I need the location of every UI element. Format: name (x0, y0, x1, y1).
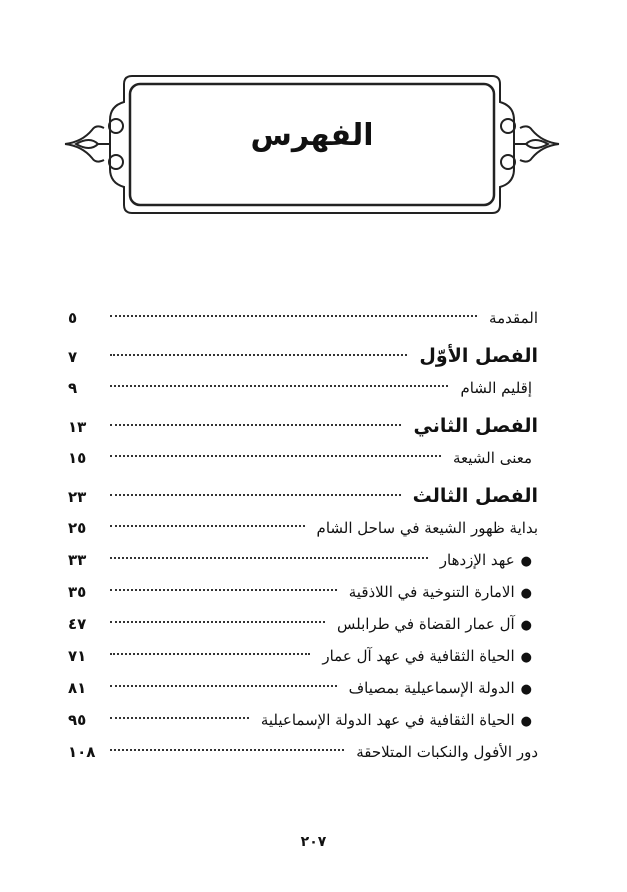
toc-entry-label: إقليم الشام (460, 379, 532, 397)
toc-entry-page: ٢٥ (68, 519, 87, 537)
toc-entry[interactable] (68, 480, 538, 512)
toc-entry[interactable] (68, 302, 538, 334)
toc-entry-page: ٣٣ (68, 551, 87, 569)
toc-entry-label: ● عهد الإزدهار (434, 544, 538, 578)
page-number: ٢٠٧ (300, 834, 327, 850)
toc-entry[interactable] (68, 672, 538, 704)
toc-entry[interactable] (68, 372, 538, 404)
toc-entry-page: ١٥ (68, 449, 87, 467)
toc-entry[interactable] (68, 410, 538, 442)
toc-entry[interactable] (68, 544, 538, 576)
dot-leader (110, 455, 441, 457)
dot-leader (110, 354, 407, 356)
toc-entry-page: ٧ (68, 348, 78, 366)
dot-leader (110, 589, 337, 591)
toc-entry[interactable] (68, 736, 538, 768)
toc-entry-page: ٨١ (68, 679, 87, 697)
dot-leader (110, 385, 448, 387)
dot-leader (110, 717, 249, 719)
toc-entry-label: ● الحياة الثقافية في عهد الدولة الإسماعيلية (255, 704, 538, 738)
toc-entry-page: ١٣ (68, 418, 87, 436)
dot-leader (110, 494, 401, 496)
toc-entry[interactable] (68, 704, 538, 736)
dot-leader (110, 557, 428, 559)
toc-entry[interactable] (68, 608, 538, 640)
toc-entry-label: معنى الشيعة (453, 449, 532, 467)
toc-entry-page: ٩٥ (68, 711, 87, 729)
toc-entry-page: ٣٥ (68, 583, 87, 601)
dot-leader (110, 621, 325, 623)
toc-entry-label: دور الأفول والنكبات المتلاحقة (356, 743, 538, 761)
toc-entry-label: بداية ظهور الشيعة في ساحل الشام (316, 519, 538, 537)
toc-entry-label: ● الدولة الإسماعيلية بمصياف (343, 672, 538, 706)
table-of-contents (68, 302, 538, 768)
chapter-title: الفصل الأوّل (419, 345, 538, 367)
toc-entry[interactable] (68, 442, 538, 474)
toc-entry-page: ٢٣ (68, 488, 87, 506)
page-title: الفهرس (250, 118, 374, 153)
toc-entry-page: ٧١ (68, 647, 87, 665)
chapter-title: الفصل الثاني (413, 415, 538, 437)
toc-entry-label: ● آل عمار القضاة في طرابلس (331, 608, 538, 642)
toc-entry[interactable] (68, 576, 538, 608)
toc-entry-page: ٩ (68, 379, 78, 397)
dot-leader (110, 653, 310, 655)
toc-entry-label: ● الامارة التنوخية في اللاذقية (343, 576, 538, 610)
dot-leader (110, 749, 344, 751)
dot-leader (110, 315, 477, 317)
toc-entry-label: ● الحياة الثقافية في عهد آل عمار (316, 640, 538, 674)
toc-entry-page: ٤٧ (68, 615, 87, 633)
toc-entry[interactable] (68, 640, 538, 672)
toc-entry-page: ١٠٨ (68, 743, 96, 761)
toc-entry[interactable] (68, 512, 538, 544)
toc-entry-page: ٥ (68, 309, 78, 327)
title-frame (62, 72, 562, 217)
dot-leader (110, 424, 401, 426)
chapter-title: الفصل الثالث (412, 485, 538, 507)
dot-leader (110, 525, 305, 527)
toc-entry[interactable] (68, 340, 538, 372)
dot-leader (110, 685, 337, 687)
toc-entry-label: المقدمة (489, 309, 538, 327)
